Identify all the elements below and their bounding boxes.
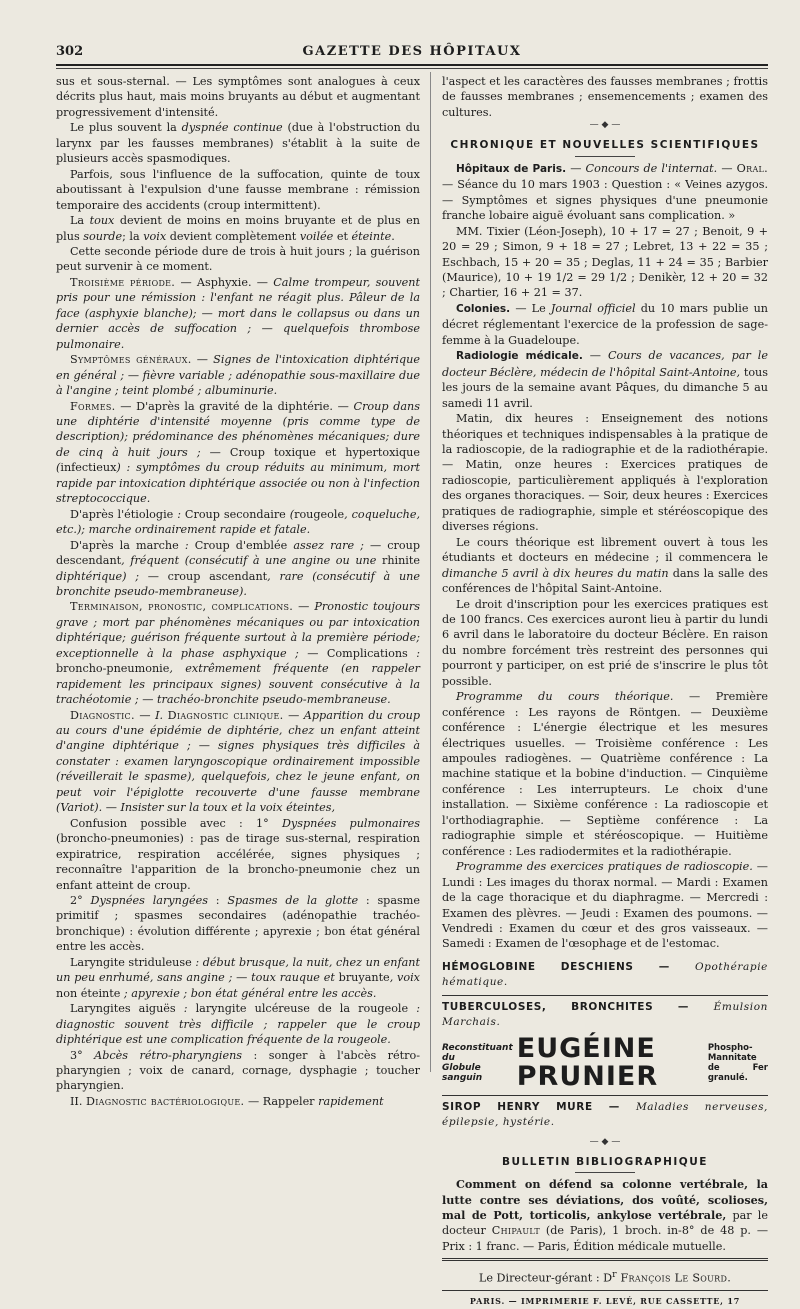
radiologie-p6-label: Programme des exercices pratiques de radioscopie. — [456, 860, 753, 874]
ad-prunier-left1: Reconstituant du — [442, 1042, 513, 1063]
hopitaux-lead: Hôpitaux de Paris. — [456, 162, 567, 175]
radiologie-paragraph: Radiologie médicale. — Cours de vacances, par le docteur Béclère, médecin de l'hôpital Saint-Antoine, tous les jours de la semaine avant Pâques, du dimanche 5 au samedi 11 avril. — [442, 349, 768, 410]
ad-tuberculoses-sub: Émulsion Marchais. — [442, 1000, 768, 1029]
left-text: Croup d'emblée — [194, 538, 288, 552]
left-paragraph: Cette seconde période dure de trois à huit jours ; la guérison peut survenir à ce moment. — [56, 244, 420, 274]
gerant-label: Le Directeur-gérant : D — [478, 1272, 613, 1286]
left-emphasis: Spasmes de la glotte — [227, 894, 359, 908]
left-emphasis: Abcès rétro-pharyngiens — [94, 1048, 243, 1062]
left-paragraph — [56, 955, 420, 1001]
left-emphasis: — — [175, 275, 197, 289]
colonies-text-before: — Le — [510, 301, 551, 315]
left-emphasis: , rare (consécutif à une bronchite pseudo-membraneuse). — [56, 569, 420, 598]
left-emphasis: toux — [89, 214, 115, 228]
ad-prunier-left2: Globule sanguin — [442, 1062, 483, 1083]
radiologie-p3-before: Le cours théorique est librement ouvert à tous les étudiants et docteurs en médecine ; il commencera le — [442, 535, 768, 565]
colonies-paragraph — [442, 301, 768, 348]
left-text: bruyante — [338, 971, 390, 985]
colonies-lead: Colonies. — [456, 302, 511, 315]
radiologie-p5-text: — Première conférence : Les rayons de Röntgen. — Deuxième conférence : L'énergie électrique et les mesures électriques usuelles. — Troisième conférence : Les ampoules radiogènes. — Quatrième conférence : La machine statique et la bobine d'induction. — Cinquième conférence : Les interrupteurs. Le choix d'une installation. — Sixième conférence : La radioscopie et l'orthodiagraphie. — Septième conférence : La radiographie simple et stéréoscopique. — Huitième conférence : Les radiodermites et la radiothérapie. — [442, 690, 768, 858]
ad-sirop-sub: Maladies nerveuses, épilepsie, hystérie. — [442, 1100, 768, 1129]
left-text: 3° — [70, 1048, 95, 1062]
left-lead: Diagnostic bactériologique. — [85, 1094, 245, 1108]
hopitaux-oral: Oral. — [736, 161, 768, 175]
ad-rule — [442, 995, 768, 996]
radiologie-p3-italic: dimanche 5 avril à dix heures du matin — [442, 566, 669, 580]
left-emphasis: : — [175, 1002, 196, 1016]
left-text: non éteinte — [56, 986, 121, 1000]
left-emphasis: ( — [285, 507, 295, 521]
left-emphasis: — Calme trompeur, souvent pris pour une rémission : l'enfant ne réagit plus. Pâleur de la face (asphyxie blanche); — mort dans le collapsus ou dans un dernier accès de suffocation ; — quelquefois thrombose pulmonaire. — [56, 275, 420, 351]
right-intro-paragraph: l'aspect et les caractères des fausses membranes ; frottis de fausses membranes ; ensemencements ; examen des cultures. — [442, 75, 768, 119]
bulletin-author: Chipault — [491, 1224, 540, 1238]
ad-prunier-right — [708, 1043, 768, 1083]
left-paragraph — [56, 816, 420, 893]
radiologie-p6-text: — Lundi : Les images du thorax normal. — Mardi : Examen de la cage thoracique et du diaphragme. — Mercredi : Examen des plèvres. — Jeudi : Examen des poumons. — Vendredi : Examen du cœur et des gros vaisseaux. — Samedi : Examen de l'œsophage et de l'estomac. — [442, 860, 768, 951]
bulletin-entry — [442, 1177, 768, 1254]
ad-prunier-right1: Phospho-Mannitate — [707, 1042, 757, 1063]
ad-sirop: SIROP HENRY MURE — Maladies nerveuses, épilepsie, hystérie. — [442, 1100, 768, 1129]
left-emphasis: dyspnée continue — [181, 121, 283, 135]
left-lead: Troisième période. — [70, 275, 176, 289]
section-title-bulletin: BULLETIN BIBLIOGRAPHIQUE — [502, 1155, 708, 1168]
footer-rule-thin — [442, 1290, 768, 1291]
ornament-rule: — ◆ — — [589, 1136, 621, 1147]
left-paragraph — [56, 538, 420, 600]
left-text: (due à l'obstruction du larynx par les fausses membranes) s'établit à la suite de plusieurs accès spasmodiques. — [56, 121, 420, 166]
left-emphasis: , fréquent (consécutif à une angine ou une — [121, 554, 382, 568]
left-emphasis: , coqueluche, etc.); marche ordinairement rapide et fatale. — [56, 507, 421, 537]
left-text: D'après la gravité de la diphtérie. — [136, 399, 333, 413]
left-lead: Diagnostic clinique. — [167, 708, 284, 722]
bulletin-text-after: (de Paris), 1 broch. in-8° de 48 p. — Prix : 1 franc. — Paris, Édition médicale mutuelle. — [442, 1224, 769, 1253]
left-text: 2° — [70, 894, 91, 908]
radiologie-p5-label: Programme du cours théorique. — [456, 690, 674, 704]
header-rule — [56, 64, 768, 66]
left-paragraph: Parfois, sous l'influence de la suffocation, quinte de toux aboutissant à l'expulsion d'une fausse membrane : rémission temporaire des accidents (croup intermittent). — [56, 167, 420, 212]
radiologie-p6 — [442, 859, 768, 952]
left-text: Asphyxie. — [196, 275, 252, 289]
left-paragraph — [56, 1048, 420, 1094]
imprimerie: PARIS. — IMPRIMERIE F. LEVÉ, RUE CASSETTE, 17 — [469, 1295, 741, 1306]
left-text: rougeole — [294, 507, 345, 521]
radiologie-p3-after: dans la salle des conférences de l'hôpital Saint-Antoine. — [442, 566, 768, 596]
colonies-text-after: du 10 mars publie un décret réglementant l'exercice de la profession de sage-femme à la Guadeloupe. — [442, 301, 768, 347]
ad-hemoglobine-name: HÉMOGLOBINE DESCHIENS — [442, 960, 634, 973]
ad-tuberculoses-name: TUBERCULOSES, BRONCHITES — [442, 1000, 654, 1013]
left-column — [56, 74, 420, 1109]
left-paragraph — [56, 893, 420, 955]
left-text: D'après l'étiologie — [70, 507, 174, 521]
left-emphasis: : — [178, 538, 195, 552]
left-lead: Symptômes généraux. — [70, 353, 192, 367]
radiologie-lead: Radiologie médicale. — [456, 350, 583, 363]
left-emphasis: éteinte — [351, 229, 392, 243]
left-text: . — [391, 229, 395, 243]
radiologie-text: tous les jours de la semaine avant Pâques, du dimanche 5 au samedi 11 avril. — [442, 365, 768, 410]
footer-rule — [442, 1258, 768, 1261]
directeur-gerant — [442, 1267, 768, 1286]
hopitaux-scores: MM. Tixier (Léon-Joseph), 10 + 17 = 27 ; Benoit, 9 + 20 = 29 ; Simon, 9 + 18 = 27 ; Lebret, 13 + 22 = 35 ; Eschbach, 15 + 20 = 35 ; Deglas, 11 + 24 = 35 ; Barbier (Maurice), 10 + 19 1/2 = 29 1/2 ; Denikèr, 12 + 20 = 32 ; Chartier, 16 + 21 = 37. — [442, 224, 768, 300]
ad-prunier-left — [442, 1043, 513, 1083]
left-text: II. — [70, 1094, 86, 1108]
ornament-rule: — ◆ — — [589, 120, 621, 131]
left-paragraph — [56, 352, 420, 398]
left-emphasis: — Signes de l'intoxication diphtérique en général ; — fièvre variable ; adénopathie sous-maxillaire due à l'angine ; teint plombé ; albuminurie. — [56, 353, 421, 398]
left-text: rhinite — [381, 554, 420, 568]
left-text: infectieux — [60, 461, 117, 475]
left-text: — Rappeler — [244, 1094, 319, 1108]
left-emphasis: assez rare ; — — [287, 538, 388, 552]
left-text: Complications — [326, 646, 408, 660]
left-emphasis: : diagnostic souvent très difficile ; rappeler que le croup diphtérique est une complication fréquente de la rougeole. — [56, 1002, 420, 1047]
left-paragraph: sus et sous-sternal. — Les symptômes sont analogues à ceux décrits plus haut, mais moins bruyants au début et augmentant progressivement d'intensité. — [56, 75, 420, 119]
left-lead: Diagnostic. — [70, 708, 135, 722]
left-text: D'après la marche — [70, 538, 179, 552]
left-emphasis: ; apyrexie ; bon état général entre les accès. — [120, 986, 377, 1000]
left-emphasis: : début brusque, la nuit, chez un enfant un peu enrhumé, sans angine ; — toux rauque et — [56, 955, 420, 985]
header-rule-thin — [56, 68, 768, 69]
left-text: broncho-pneumonie — [56, 662, 170, 676]
left-paragraph — [56, 120, 420, 166]
left-paragraph — [56, 1001, 420, 1047]
radiologie-italic: Cours de vacances, par le docteur Béclère, médecin de l'hôpital Saint-Antoine, — [442, 349, 768, 379]
gerant-sup: r — [612, 1269, 617, 1281]
gerant-name: François Le Sourd. — [616, 1272, 732, 1286]
left-text: Le plus souvent la — [70, 121, 182, 135]
left-emphasis: , extrêmement fréquente (en rappeler rapidement les principaux signes) souvent consécutive à la trachéotomie ; — trachéo-bronchite pseudo-membraneuse. — [56, 662, 420, 707]
ad-prunier-right2: de Fer granulé. — [707, 1062, 768, 1083]
ad-hemoglobine-sub: Opothérapie hématique. — [442, 960, 768, 989]
ad-hemoglobine: HÉMOGLOBINE DESCHIENS — Opothérapie hématique. — [442, 960, 768, 989]
page-number: 302 — [56, 44, 84, 59]
left-emphasis: — Apparition du croup au cours d'une épidémie de diphtérie, chez un enfant atteint d'angine diphtérique ; — signes physiques très difficiles à constater : examen laryngoscopique ordinairement impossible (réveillerait le spasme), quelquefois, chez le jeune enfant, on peut voir l'épiglotte recouverte d'une fausse membrane (Variot). — Insister sur la toux et la voix éteintes, — [56, 708, 420, 815]
radiologie-p4: Le droit d'inscription pour les exercices pratiques est de 100 francs. Ces exercices auront lieu à partir du lundi 6 avril dans le laboratoire du docteur Béclère. En raison du nombre forcément très restreint des personnes qui pourront y participer, on est prié de s'inscrire le plus tôt possible. — [442, 597, 768, 688]
left-lead: Formes. — [70, 399, 116, 413]
left-paragraph — [56, 599, 420, 707]
left-emphasis: rapidement — [318, 1094, 384, 1108]
left-text: : songer à l'abcès rétro-pharyngien ; voix de canard, cornage, dysphagie ; toucher pharyngien. — [56, 1048, 420, 1093]
left-emphasis: — Pronostic toujours grave ; mort par phénomènes mécaniques ou par intoxication diphtérique; guérison fréquente surtout à la première période; exceptionnelle à la phase asphyxique ; — — [56, 600, 420, 660]
column-separator — [430, 72, 431, 1072]
ad-prunier-brand: EUGÉINE PRUNIER — [516, 1032, 659, 1092]
section-title-chronique: CHRONIQUE ET NOUVELLES SCIENTIFIQUES — [450, 139, 760, 152]
bulletin-text-before: par le docteur — [442, 1209, 768, 1238]
radiologie-p3 — [442, 535, 768, 597]
left-paragraph — [56, 507, 420, 538]
left-emphasis: — Croup dans une diphtérie d'intensité moyenne (pris comme type de description); prédominance des phénomènes mécaniques; dure de cinq à huit jours ; — — [56, 399, 420, 459]
left-lead: Terminaison, pronostic, complications. — [70, 600, 294, 614]
left-text: Croup toxique et hypertoxique — [229, 445, 421, 459]
left-emphasis: : — [173, 507, 185, 521]
ad-sirop-name: SIROP HENRY MURE — [442, 1100, 593, 1113]
ad-tuberculoses: TUBERCULOSES, BRONCHITES — Émulsion Marchais. — [442, 1000, 768, 1029]
left-paragraph — [56, 213, 420, 244]
bulletin-title: Comment on défend sa colonne vertébrale, la lutte contre ses déviations, dos voûté, scolioses, mal de Pott, torticolis, ankylose vertébrale, — [442, 1177, 768, 1222]
ad-rule — [442, 1095, 768, 1096]
left-paragraph — [56, 399, 420, 507]
left-text: Laryngite striduleuse — [70, 955, 192, 969]
left-paragraph — [56, 708, 420, 816]
left-text: croup ascendant — [167, 569, 268, 583]
radiologie-p5 — [442, 689, 768, 859]
left-text: laryngite ulcéreuse de la rougeole — [195, 1002, 409, 1016]
left-text: Croup secondaire — [184, 507, 286, 521]
short-rule — [575, 156, 635, 157]
hopitaux-paragraph: Hôpitaux de Paris. — Concours de l'internat. — Oral. — Séance du 10 mars 1903 : Question : « Veines azygos. — Symptômes et signes physiques d'une pneumonie franche lobaire aiguë évoluant sans complication. » — [442, 161, 768, 223]
left-text: : — [207, 894, 228, 908]
left-emphasis: , voix — [389, 971, 420, 985]
left-text: La — [70, 214, 90, 228]
left-emphasis: sourde — [83, 229, 123, 243]
left-emphasis: : — [407, 646, 420, 660]
radiologie-p2: Matin, dix heures : Enseignement des notions théoriques et techniques indispensables à la pratique de la radioscopie, de la radiographie et de la radiothérapie. — Matin, onze heures : Exercices pratiques de radioscopie, particulièrement appliqués à l'exploration des organes thoraciques. — Soir, deux heures : Exercices pratiques de radiographie, simple et stéréoscopique des diverses régions. — [442, 412, 768, 534]
left-emphasis: voix — [143, 229, 167, 243]
journal-title: GAZETTE DES HÔPITAUX — [302, 44, 522, 59]
page-header — [56, 44, 768, 64]
left-text: devient complètement — [166, 229, 300, 243]
hopitaux-text: — Séance du 10 mars 1903 : Question : « Veines azygos. — Symptômes et signes physiques d'une pneumonie franche lobaire aiguë évoluant sans complication. » — [442, 178, 768, 223]
left-text: ; la — [122, 229, 144, 243]
left-text: et — [333, 229, 352, 243]
left-emphasis: ) : symptômes du croup réduits au minimum, mort rapide par intoxication diphtérique associée ou non à l'infection streptococcique. — [56, 461, 420, 506]
left-emphasis: voilée — [299, 229, 334, 243]
left-paragraph — [56, 1094, 420, 1109]
left-text: devient de moins en moins bruyante et de plus en plus — [56, 214, 420, 243]
left-text: croup descendant — [56, 538, 420, 568]
left-emphasis: Dyspnées laryngées — [90, 894, 208, 908]
left-emphasis: ( — [56, 461, 61, 475]
left-text: : spasme primitif ; spasmes secondaires (adénopathie trachéo-bronchique) : évolution différente ; apyrexie ; bon état général entre les accès. — [56, 894, 420, 954]
hopitaux-sub: Concours de l'internat. — [585, 161, 718, 175]
colonies-journal: Journal officiel — [550, 301, 636, 315]
short-rule — [575, 1172, 635, 1173]
left-text: Confusion possible avec : 1° — [70, 816, 282, 830]
left-emphasis: Dyspnées pulmonaires — [281, 816, 420, 830]
left-paragraph — [56, 275, 420, 352]
left-text: (broncho-pneumonies) : pas de tirage sus-sternal, respiration expiratrice, respiration accélérée, signes physiques ; reconnaître l'apparition de la broncho-pneumonie chez un enfant atteint de croup. — [56, 832, 420, 892]
left-emphasis: diphtérique) ; — — [56, 569, 168, 583]
ad-eugeine-prunier — [442, 1032, 768, 1092]
left-emphasis: — — [115, 399, 137, 413]
left-emphasis: — I. — [134, 708, 168, 722]
left-text: Laryngites aiguës — [70, 1002, 176, 1016]
